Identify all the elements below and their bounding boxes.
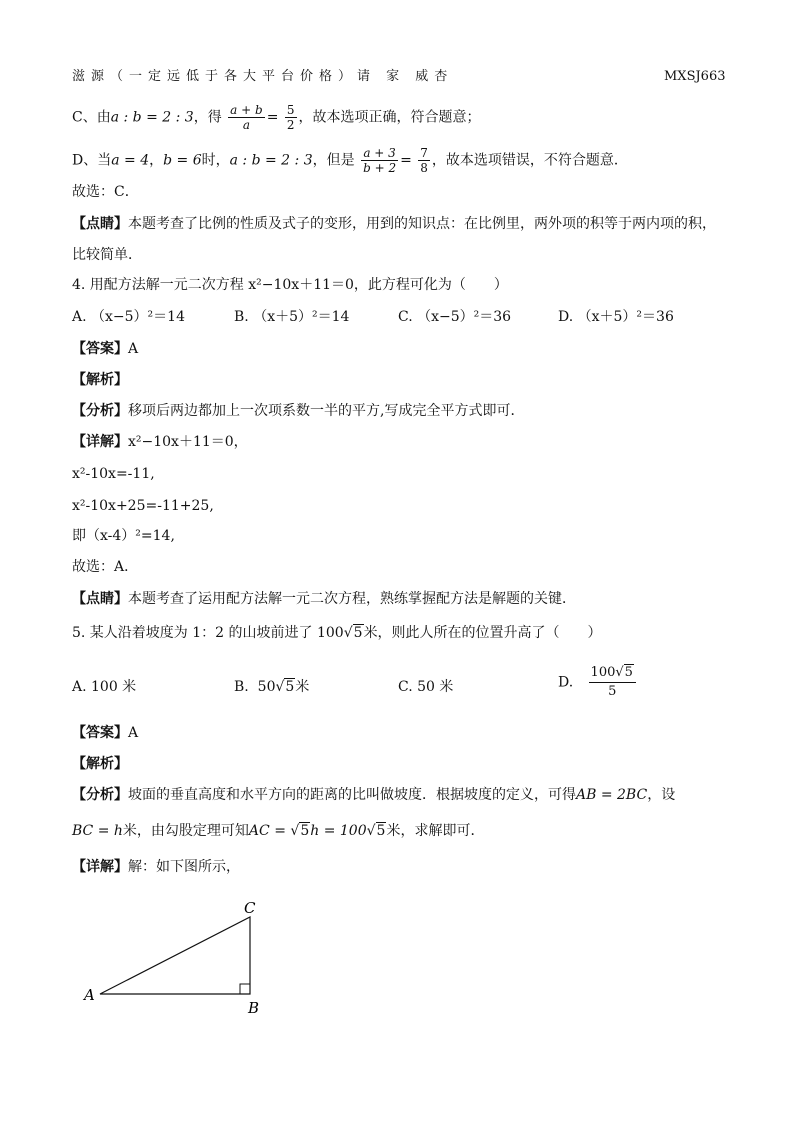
question-5	[72, 624, 602, 642]
label-b: B	[248, 999, 260, 1017]
option-label: D.	[558, 674, 574, 691]
text: 米，则此人所在的位置升高了（ ）	[363, 625, 602, 641]
analysis-5-heading: 【解析】	[72, 756, 128, 772]
comment-text: 本题考查了运用配方法解一元二次方程，熟练掌握配方法是解题的关键．	[128, 591, 576, 607]
radicand: 5	[376, 823, 386, 839]
detail-text: x²−10x＋11＝0，	[128, 434, 248, 450]
number: 50	[257, 679, 276, 695]
q4-option-a: A. （x−5）²＝14	[72, 309, 185, 325]
numerator: a + b	[230, 103, 263, 117]
equals: =	[266, 109, 279, 126]
q4-option-d: D. （x＋5）²＝36	[558, 309, 674, 325]
unit: 米	[295, 679, 310, 695]
denominator: 2	[286, 118, 295, 132]
answer-value: A	[128, 725, 139, 741]
detail-5	[72, 858, 240, 876]
math: AC =	[248, 823, 286, 839]
choose-a: 故选：A．	[72, 559, 139, 575]
sqrt: √5	[366, 823, 386, 839]
answer-tag: 【答案】	[72, 341, 128, 357]
comment-tag: 【点睛】	[72, 216, 128, 232]
fraction	[228, 103, 265, 132]
comment-text: 本题考查了比例的性质及式子的变形，用到的知识点：在比例里，两外项的积等于两内项的积，	[128, 216, 716, 232]
fraction	[361, 146, 398, 175]
q5-option-d	[558, 664, 638, 701]
q5-option-b	[234, 678, 309, 696]
answer-5	[72, 724, 138, 742]
q4-option-b: B. （x＋5）²＝14	[234, 309, 350, 325]
comment-4	[72, 590, 576, 608]
analysis-4-heading: 【解析】	[72, 372, 128, 388]
sqrt: √5	[275, 679, 295, 695]
math: b = 6	[163, 152, 202, 169]
analysis-tag: 【分析】	[72, 403, 128, 419]
radicand: 5	[285, 679, 295, 695]
analysis-5-line2	[72, 822, 484, 840]
choose-c: 故选：C．	[72, 184, 139, 200]
radicand: 5	[624, 665, 633, 680]
math: AB = 2BC	[576, 787, 648, 803]
text: ，但是	[312, 152, 355, 169]
label-c: C	[244, 899, 256, 917]
question-4: 4. 用配方法解一元二次方程 x²−10x＋11＝0，此方程可化为（ ）	[72, 277, 508, 293]
fraction	[285, 103, 297, 132]
analysis-5	[72, 786, 675, 804]
text: 米，求解即可．	[386, 823, 485, 839]
fraction	[589, 664, 636, 701]
option-c-explanation	[72, 103, 481, 132]
number: 100	[316, 625, 344, 641]
page-header-left: 滋源（一定远低于各大平台价格）请 家 威杏	[72, 69, 454, 84]
detail-tag: 【详解】	[72, 434, 128, 450]
q5-option-a: A. 100 米	[72, 679, 137, 695]
text: 米，由勾股定理可知	[122, 823, 249, 839]
triangle-shape	[100, 917, 250, 994]
analysis-text: 移项后两边都加上一次项系数一半的平方,写成完全平方式即可．	[128, 403, 525, 419]
math: a = 4	[111, 152, 150, 169]
comment-3	[72, 215, 716, 233]
detail-4-line3: x²-10x+25=-11+25,	[72, 498, 214, 514]
sqrt: √5	[343, 625, 363, 641]
triangle-figure	[80, 895, 280, 1020]
answer-4	[72, 340, 138, 358]
detail-4	[72, 433, 248, 451]
option-d-explanation	[72, 146, 628, 175]
q5-option-c: C. 50 米	[398, 679, 454, 695]
detail-tag: 【详解】	[72, 859, 128, 875]
comment-3-cont: 比较简单．	[72, 247, 142, 263]
option-label: B.	[234, 679, 249, 695]
numerator: 7	[420, 146, 428, 160]
equals: =	[400, 152, 412, 169]
page-header-right: MXSJ663	[664, 69, 726, 84]
text: ，故本选项正确，符合题意；	[298, 109, 481, 126]
label-a: A	[84, 986, 95, 1004]
denominator: a	[242, 118, 251, 132]
text: ，故本选项错误，不符合题意．	[431, 152, 628, 169]
analysis-tag: 【分析】	[72, 787, 128, 803]
denominator: 5	[608, 684, 617, 699]
sqrt: √5	[290, 823, 310, 839]
text: ，	[149, 152, 164, 169]
detail-4-line4: 即（x-4）²=14,	[72, 528, 175, 544]
text: C、由	[72, 109, 111, 126]
math: a : b = 2 : 3	[229, 152, 313, 169]
radicand: 5	[300, 823, 310, 839]
math: a : b = 2 : 3	[110, 109, 194, 126]
q4-option-c: C. （x−5）²＝36	[398, 309, 512, 325]
right-angle-mark	[240, 984, 250, 994]
numerator	[589, 664, 636, 683]
text: ，设	[647, 787, 676, 803]
math: h = 100	[310, 823, 367, 839]
text: ，得	[193, 109, 222, 126]
detail-text: 解：如下图所示，	[128, 859, 240, 875]
numerator: 5	[286, 103, 295, 117]
text: D、当	[72, 152, 112, 169]
number: 100	[590, 665, 616, 680]
analysis-4	[72, 402, 524, 420]
fraction	[418, 146, 430, 175]
answer-value: A	[128, 341, 139, 357]
detail-4-line2: x²-10x=-11,	[72, 466, 155, 482]
analysis-text: 坡面的垂直高度和水平方向的距离的比叫做坡度．根据坡度的定义，可得	[128, 787, 576, 803]
text: 时，	[201, 152, 230, 169]
comment-tag: 【点睛】	[72, 591, 128, 607]
denominator: 8	[420, 161, 428, 175]
answer-tag: 【答案】	[72, 725, 128, 741]
denominator: b + 2	[363, 161, 397, 175]
text: 5. 某人沿着坡度为 1：2 的山坡前进了	[72, 625, 313, 641]
radicand: 5	[353, 625, 363, 641]
sqrt: √5	[615, 665, 633, 680]
math: BC = h	[72, 823, 123, 839]
numerator: a + 3	[361, 146, 398, 161]
